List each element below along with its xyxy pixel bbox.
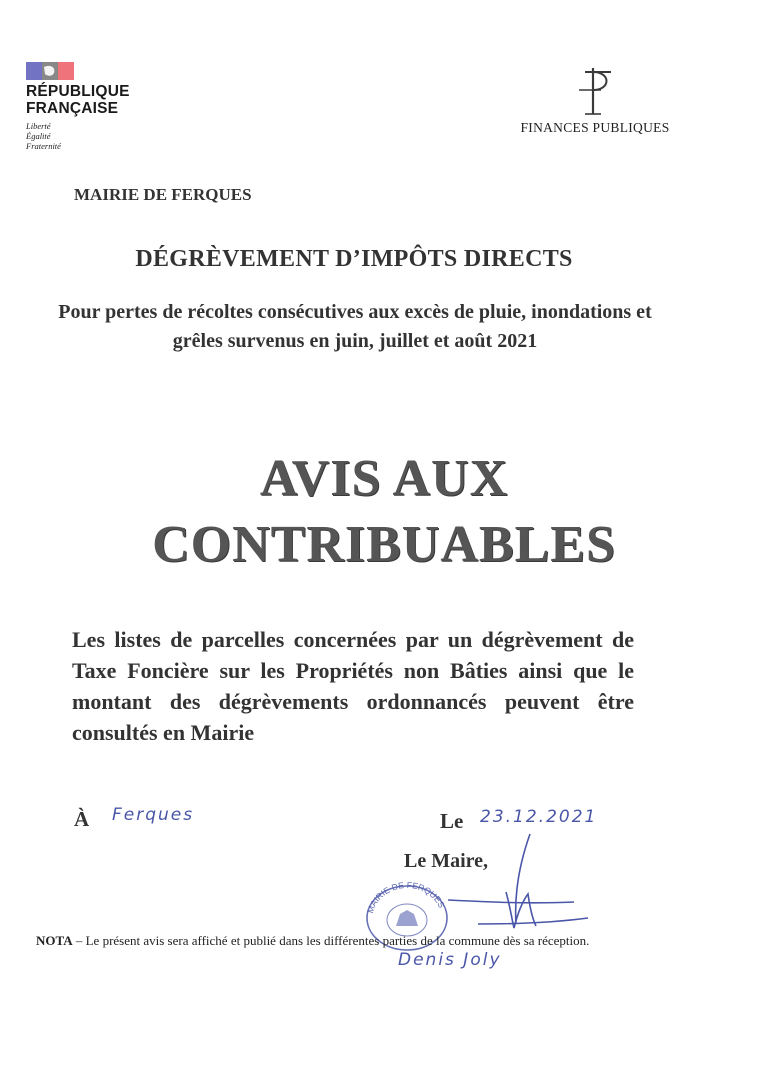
mairie-name: MAIRIE DE FERQUES <box>74 185 252 204</box>
place-handwritten: Ferques <box>112 805 195 825</box>
republique-line1: RÉPUBLIQUE <box>26 83 130 100</box>
document-title: DÉGRÈVEMENT D’IMPÔTS DIRECTS <box>135 246 573 272</box>
document-subtitle: Pour pertes de récoltes consécutives aux excès de pluie, inondations et grêles survenus en juin, juillet et août 2021 <box>58 301 652 352</box>
maire-label: Le Maire, <box>404 850 489 872</box>
notice-body: Les listes de parcelles concernées par un dégrèvement de Taxe Foncière sur les Propriétés non Bâties ainsi que le montant des dégrèvements ordonnancés peuvent être consultés en Mairie <box>72 627 634 745</box>
notice-heading-line1: AVIS AUX <box>259 450 509 507</box>
motto-fraternite: Fraternité <box>26 141 61 151</box>
date-handwritten: 23.12.2021 <box>480 807 598 827</box>
finances-publiques-label: FINANCES PUBLIQUES <box>520 120 670 135</box>
maire-signature <box>448 832 598 942</box>
nota-label: NOTA <box>36 933 73 948</box>
nota-body: – Le présent avis sera affiché et publié dans les différentes parties de la commune dès sa réception. <box>72 933 590 948</box>
svg-text:MAIRIE DE FERQUES: MAIRIE DE FERQUES <box>364 880 447 915</box>
place-label: À <box>74 807 90 831</box>
motto-egalite: Égalité <box>26 131 51 141</box>
finances-publiques-logo <box>510 66 680 136</box>
republique-line2: FRANÇAISE <box>26 100 119 117</box>
finances-publiques-icon <box>571 66 619 116</box>
republique-motto <box>26 121 156 151</box>
republique-francaise-logo <box>26 62 156 151</box>
notice-heading <box>0 446 768 578</box>
signer-name-handwritten: Denis Joly <box>398 950 502 970</box>
notice-heading-line2: CONTRIBUABLES <box>152 516 616 573</box>
nota-text <box>36 932 716 949</box>
marianne-icon <box>26 62 74 80</box>
date-label: Le <box>440 809 464 833</box>
motto-liberte: Liberté <box>26 121 51 131</box>
